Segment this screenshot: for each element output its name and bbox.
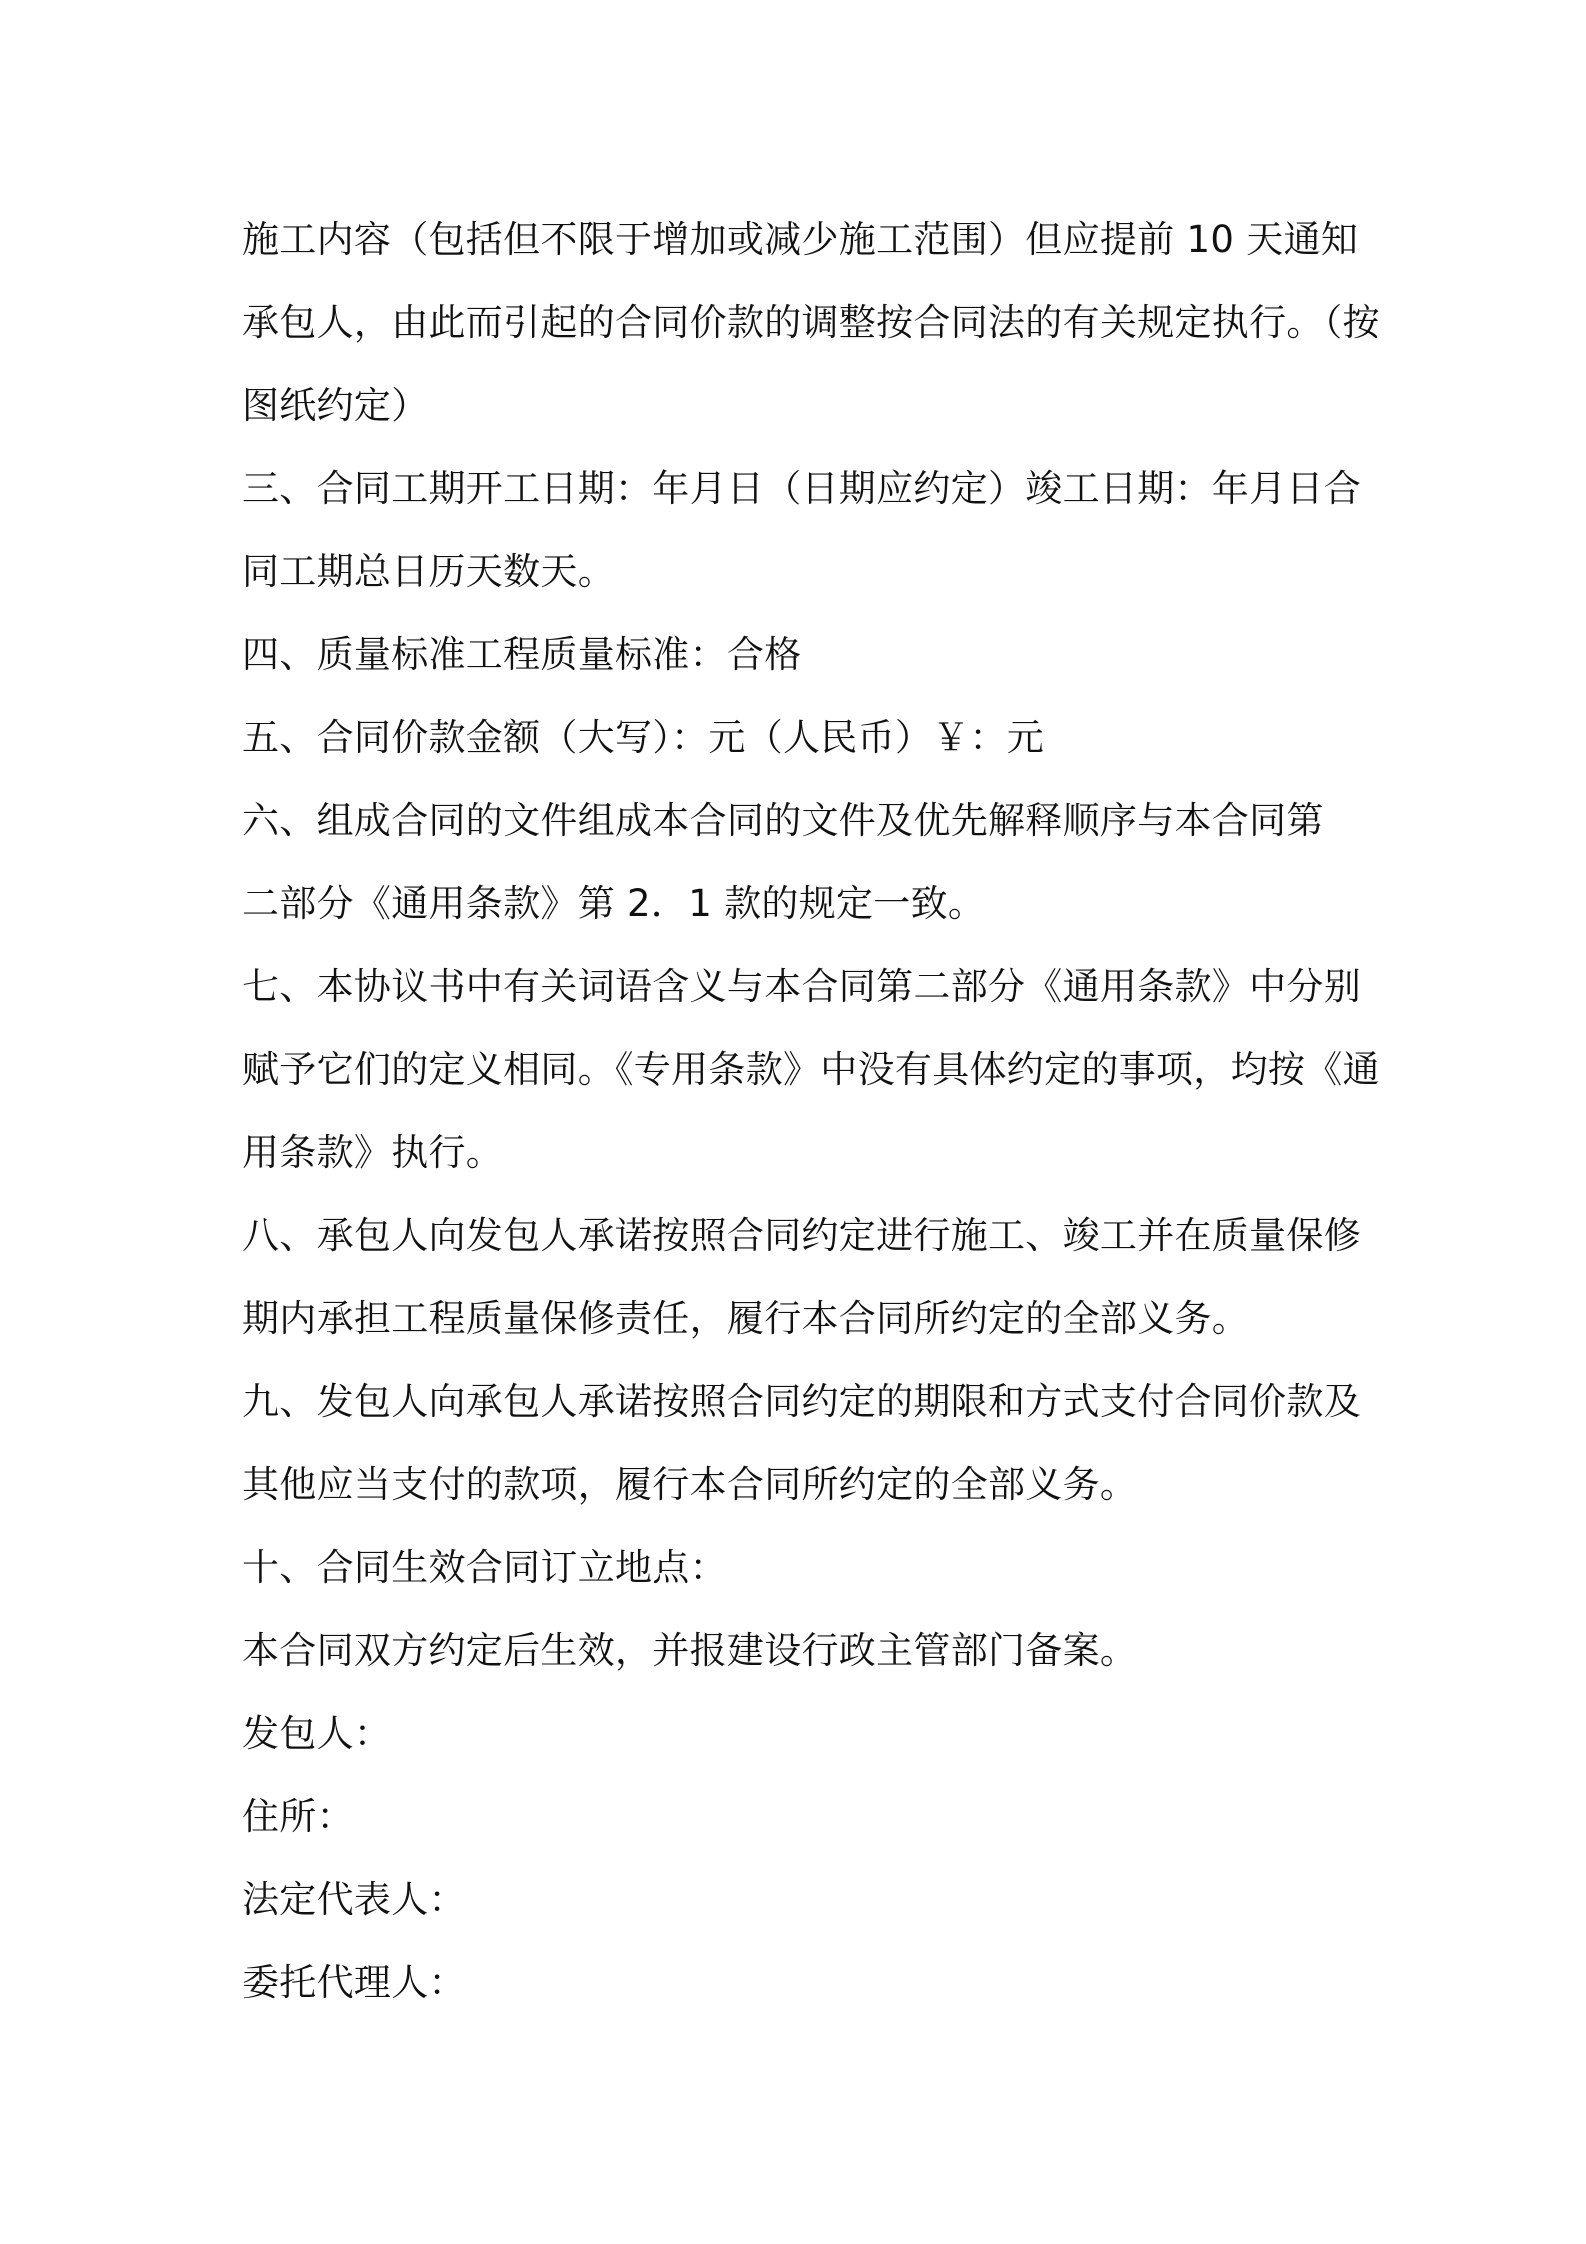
section-7-line: 用条款》执行。 bbox=[242, 1131, 504, 1174]
address-label: 住所： bbox=[242, 1795, 354, 1838]
body-line: 承包人，由此而引起的合同价款的调整按合同法的有关规定执行。（按 bbox=[242, 301, 1380, 344]
effectiveness-line: 本合同双方约定后生效，并报建设行政主管部门备案。 bbox=[242, 1629, 1138, 1672]
section-8-line: 期内承担工程质量保修责任，履行本合同所约定的全部义务。 bbox=[242, 1297, 1250, 1340]
section-4-line: 四、质量标准工程质量标准：合格 bbox=[242, 633, 802, 676]
body-line: 施工内容（包括但不限于增加或减少施工范围）但应提前 10 天通知 bbox=[242, 218, 1359, 261]
authorized-agent-label: 委托代理人： bbox=[242, 1961, 466, 2004]
section-5-line: 五、合同价款金额（大写）：元（人民币）￥：元 bbox=[242, 716, 1045, 759]
legal-representative-label: 法定代表人： bbox=[242, 1878, 466, 1921]
section-10-line: 十、合同生效合同订立地点： bbox=[242, 1546, 727, 1589]
section-9-line: 其他应当支付的款项，履行本合同所约定的全部义务。 bbox=[242, 1463, 1138, 1506]
section-7-line: 赋予它们的定义相同。《专用条款》中没有具体约定的事项，均按《通 bbox=[242, 1048, 1380, 1091]
section-6-line: 六、组成合同的文件组成本合同的文件及优先解释顺序与本合同第 bbox=[242, 799, 1324, 842]
section-7-line: 七、本协议书中有关词语含义与本合同第二部分《通用条款》中分别 bbox=[242, 965, 1361, 1008]
section-3-line: 同工期总日历天数天。 bbox=[242, 550, 615, 593]
body-line: 图纸约定） bbox=[242, 384, 429, 427]
section-3-line: 三、合同工期开工日期：年月日（日期应约定）竣工日期：年月日合 bbox=[242, 467, 1361, 510]
section-6-line: 二部分《通用条款》第 2．1 款的规定一致。 bbox=[242, 882, 986, 925]
document-body bbox=[242, 198, 1380, 2024]
section-8-line: 八、承包人向发包人承诺按照合同约定进行施工、竣工并在质量保修 bbox=[242, 1214, 1361, 1257]
employer-label: 发包人： bbox=[242, 1712, 392, 1755]
section-9-line: 九、发包人向承包人承诺按照合同约定的期限和方式支付合同价款及 bbox=[242, 1380, 1361, 1423]
